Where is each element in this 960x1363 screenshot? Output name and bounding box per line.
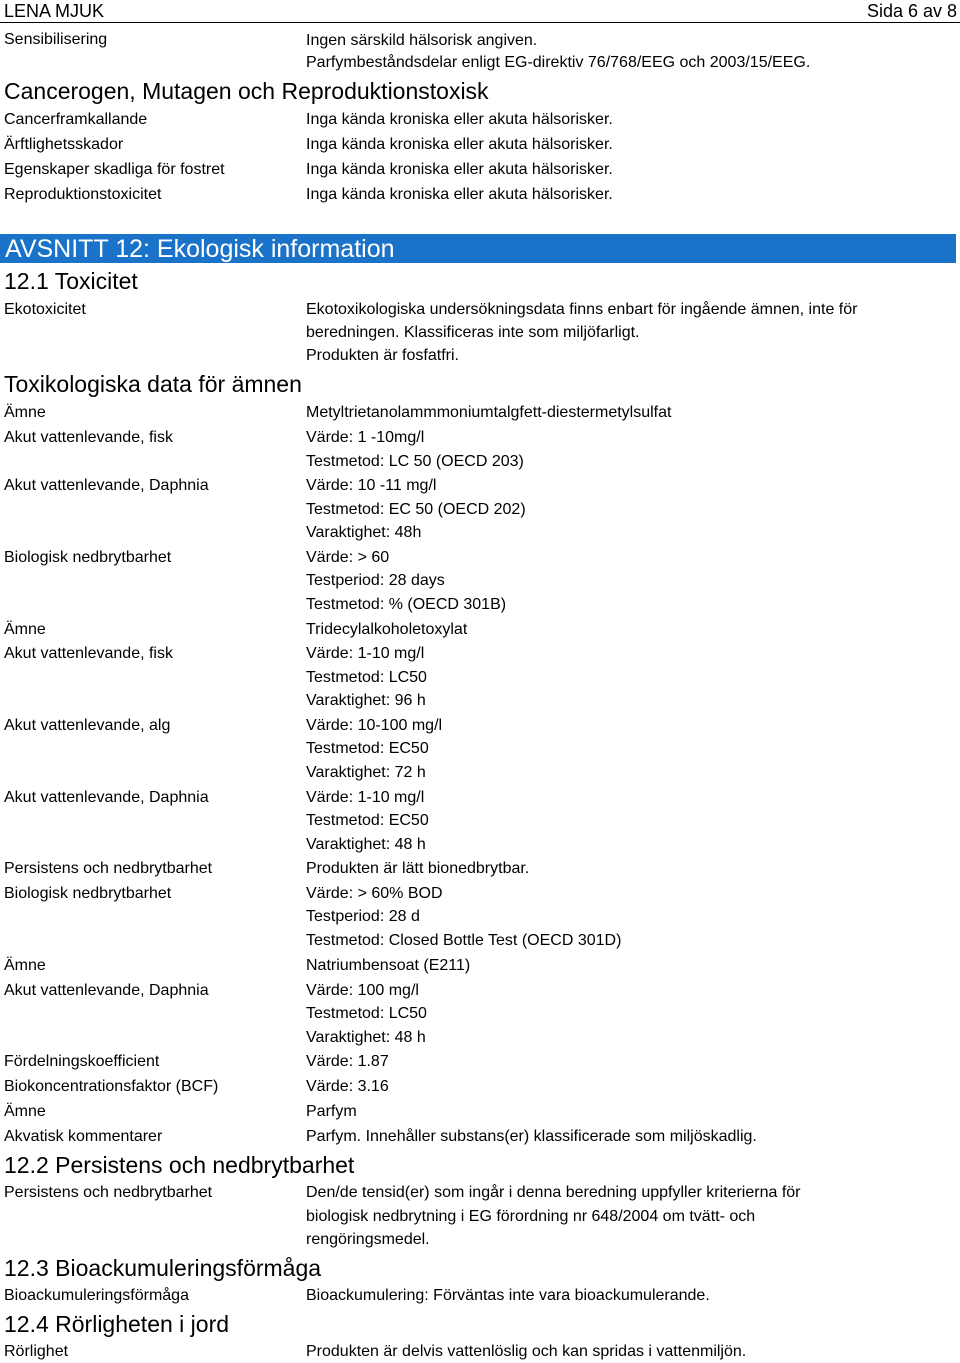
row-value: Metyltrietanolammmoniumtalgfett-diestermetylsulfat (306, 404, 672, 421)
row-label: Akvatisk kommentarer (4, 1128, 163, 1145)
row-value: Värde: 100 mg/l (306, 982, 419, 999)
row-label: Ämne (4, 404, 46, 421)
row-label: Persistens och nedbrytbarhet (4, 860, 213, 877)
page-number: Sida 6 av 8 (866, 1, 957, 21)
row-label: Akut vattenlevande, alg (4, 717, 171, 734)
row-value: Inga kända kroniska eller akuta hälsorisker. (306, 161, 613, 178)
row-label: Ämne (4, 957, 46, 974)
row-value: Värde: 1.87 (306, 1053, 389, 1070)
row-label: Ekotoxicitet (4, 301, 86, 318)
section-banner (0, 234, 956, 263)
row-value: Produkten är fosfatfri. (306, 347, 459, 364)
row-label: Biologisk nedbrytbarhet (4, 549, 172, 566)
row-value: Värde: 1-10 mg/l (306, 789, 425, 806)
row-label: Akut vattenlevande, Daphnia (4, 982, 209, 999)
subsection-heading: 12.1 Toxicitet (4, 268, 138, 294)
row-value: Värde: 10-100 mg/l (306, 717, 443, 734)
row-value: Värde: > 60% BOD (306, 885, 443, 902)
row-label: Bioackumuleringsförmåga (4, 1287, 189, 1304)
row-value: Testmetod: EC 50 (OECD 202) (306, 501, 526, 518)
row-value: Testmetod: LC50 (306, 669, 427, 686)
row-label: Cancerframkallande (4, 111, 148, 128)
row-value: Den/de tensid(er) som ingår i denna beredning uppfyller kriterierna för (306, 1184, 801, 1201)
row-value: Värde: 3.16 (306, 1078, 389, 1095)
row-label: Biokoncentrationsfaktor (BCF) (4, 1078, 219, 1095)
row-value: Produkten är delvis vattenlöslig och kan spridas i vattenmiljön. (306, 1343, 747, 1360)
header-rule (0, 22, 960, 23)
row-value: Testmetod: LC 50 (OECD 203) (306, 453, 524, 470)
row-value: Testmetod: LC50 (306, 1005, 427, 1022)
subsection-heading: 12.4 Rörligheten i jord (4, 1311, 230, 1337)
row-label: Biologisk nedbrytbarhet (4, 885, 172, 902)
row-value: Produkten är lätt bionedbrytbar. (306, 860, 530, 877)
row-value: beredningen. Klassificeras inte som miljöfarligt. (306, 324, 640, 341)
row-label: Rörlighet (4, 1343, 69, 1360)
row-value: Bioackumulering: Förväntas inte vara bioackumulerande. (306, 1287, 710, 1304)
row-value: Parfym (306, 1103, 357, 1120)
row-value: Parfym. Innehåller substans(er) klassificerade som miljöskadlig. (306, 1128, 757, 1145)
row-label: Ämne (4, 1103, 46, 1120)
row-value: Varaktighet: 48 h (306, 836, 426, 853)
row-value: Värde: 1-10 mg/l (306, 645, 425, 662)
row-value: Testperiod: 28 days (306, 572, 445, 589)
row-label: Sensibilisering (4, 31, 108, 48)
row-label: Akut vattenlevande, Daphnia (4, 789, 209, 806)
row-value: Ekotoxikologiska undersökningsdata finns enbart för ingående ämnen, inte för (306, 301, 858, 318)
company-name: LENA MJUK (4, 1, 105, 21)
row-value: Varaktighet: 48h (306, 524, 422, 541)
row-value: Varaktighet: 48 h (306, 1029, 426, 1046)
row-label: Akut vattenlevande, fisk (4, 429, 173, 446)
row-value: Ingen särskild hälsorisk angiven. (306, 32, 538, 49)
row-value: Varaktighet: 72 h (306, 764, 426, 781)
row-value: Tridecylalkoholetoxylat (306, 621, 468, 638)
row-value: Inga kända kroniska eller akuta hälsorisker. (306, 111, 613, 128)
row-label: Ämne (4, 621, 46, 638)
row-value: Natriumbensoat (E211) (306, 957, 471, 974)
row-value: Värde: 1 -10mg/l (306, 429, 425, 446)
row-value: Inga kända kroniska eller akuta hälsorisker. (306, 136, 613, 153)
row-label: Akut vattenlevande, Daphnia (4, 477, 209, 494)
row-value: Testmetod: Closed Bottle Test (OECD 301D) (306, 932, 622, 949)
row-label: Egenskaper skadliga för fostret (4, 161, 225, 178)
row-value: Varaktighet: 96 h (306, 692, 426, 709)
row-value: Värde: > 60 (306, 549, 390, 566)
row-value: rengöringsmedel. (306, 1231, 430, 1248)
row-value: Testmetod: EC50 (306, 740, 429, 757)
row-label: Persistens och nedbrytbarhet (4, 1184, 213, 1201)
row-value: Parfymbeståndsdelar enligt EG-direktiv 76/768/EEG och 2003/15/EEG. (306, 54, 811, 71)
row-value: Testperiod: 28 d (306, 908, 420, 925)
row-value: Testmetod: EC50 (306, 812, 429, 829)
row-value: Värde: 10 -11 mg/l (306, 477, 437, 494)
row-label: Akut vattenlevande, fisk (4, 645, 173, 662)
row-value: biologisk nedbrytning i EG förordning nr 648/2004 om tvätt- och (306, 1208, 756, 1225)
section-heading: Cancerogen, Mutagen och Reproduktionstoxisk (4, 78, 489, 104)
row-label: Ärftlighetsskador (4, 136, 124, 153)
subsection-heading: 12.3 Bioackumuleringsförmåga (4, 1255, 322, 1281)
row-value: Inga kända kroniska eller akuta hälsorisker. (306, 186, 613, 203)
row-label: Reproduktionstoxicitet (4, 186, 162, 203)
subsection-heading: Toxikologiska data för ämnen (4, 371, 302, 397)
row-label: Fördelningskoefficient (4, 1053, 160, 1070)
section-title: AVSNITT 12: Ekologisk information (5, 235, 395, 263)
subsection-heading: 12.2 Persistens och nedbrytbarhet (4, 1152, 355, 1178)
row-value: Testmetod: % (OECD 301B) (306, 596, 507, 613)
